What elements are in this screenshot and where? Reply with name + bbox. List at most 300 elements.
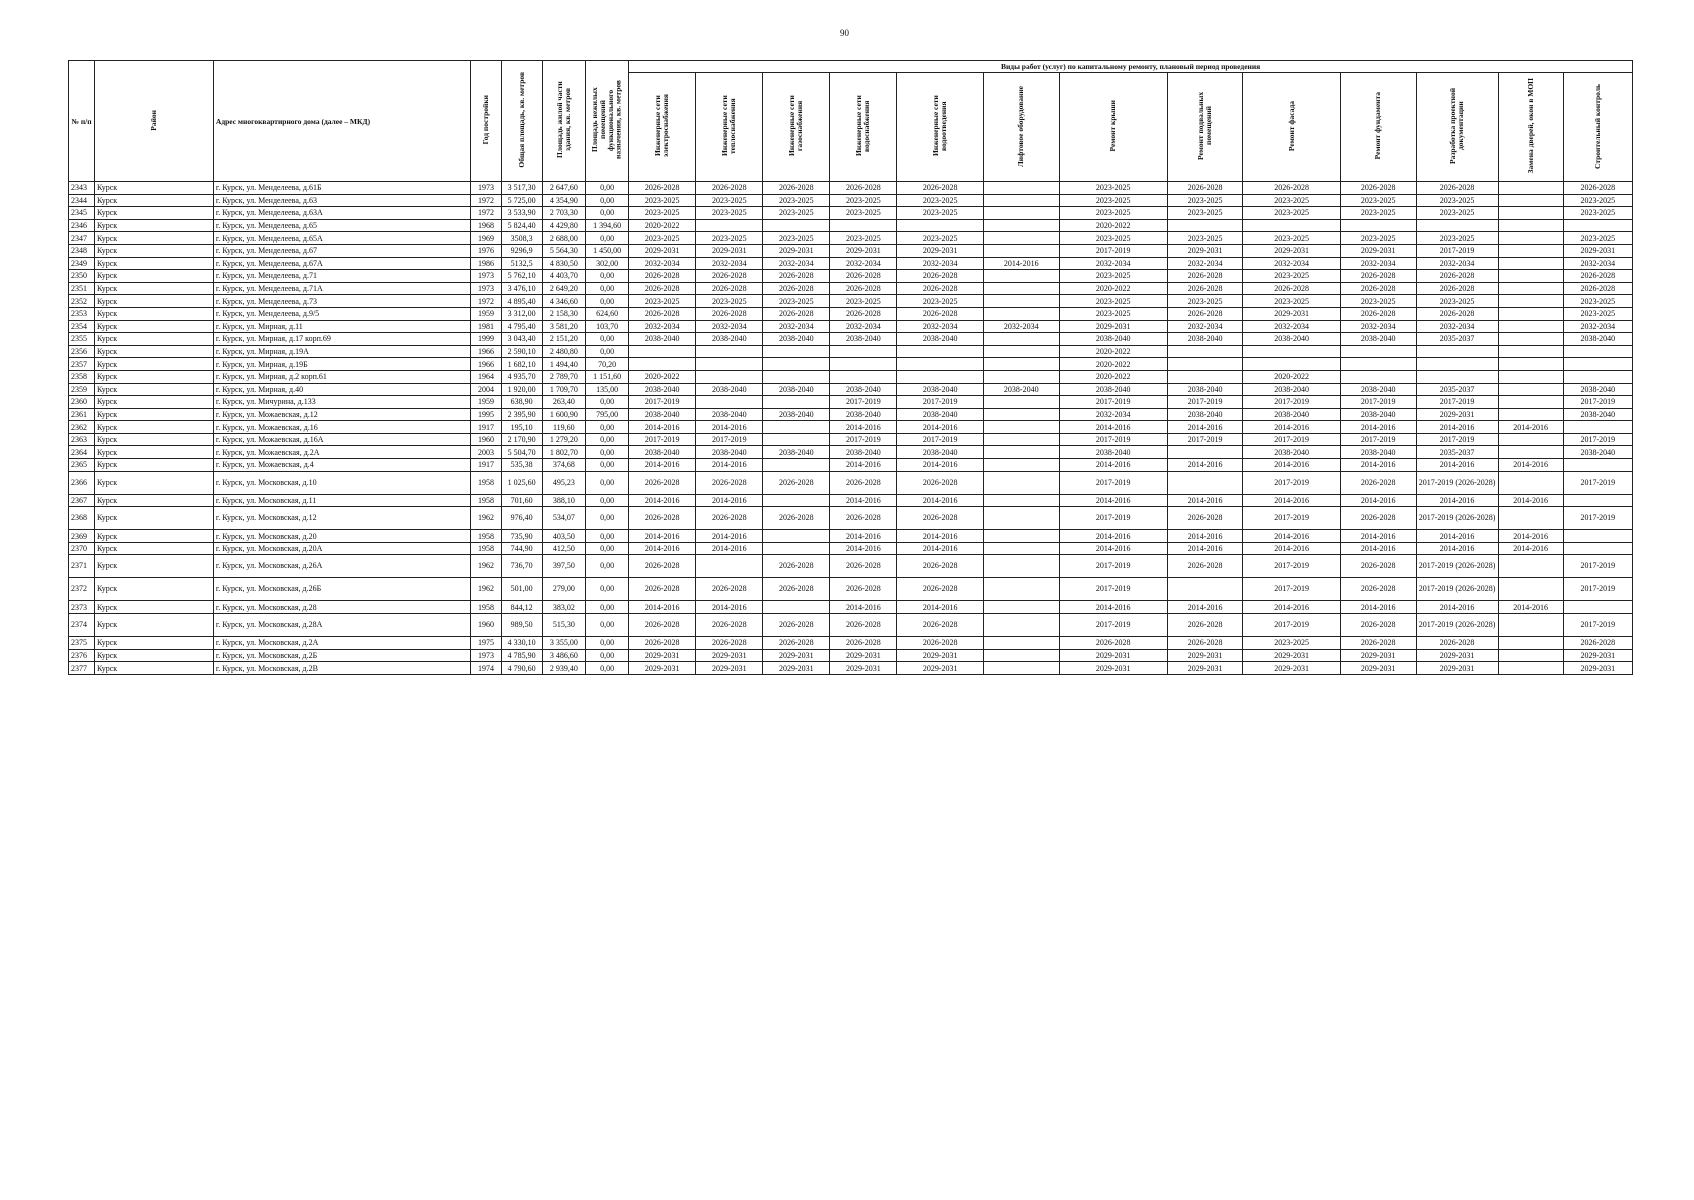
cell-district: Курск <box>94 383 213 396</box>
cell-work-period: 2017-2019 <box>1563 471 1632 494</box>
cell-work-period <box>983 232 1059 245</box>
cell-district: Курск <box>94 471 213 494</box>
cell-work-period: 2014-2016 <box>629 459 696 472</box>
cell-work-period: 2017-2019 (2026-2028) <box>1416 507 1498 530</box>
cell-living-area: 2 688,00 <box>542 232 585 245</box>
cell-work-period: 2023-2025 <box>1167 295 1243 308</box>
cell-work-period: 2023-2025 <box>1243 295 1340 308</box>
cell-work-period: 2014-2016 <box>1498 601 1563 614</box>
cell-work-period: 2014-2016 <box>1498 494 1563 507</box>
cell-num: 2362 <box>69 421 95 434</box>
cell-nonliving-area: 0,00 <box>585 295 628 308</box>
cell-work-period: 2029-2031 <box>1563 244 1632 257</box>
cell-work-period: 2032-2034 <box>1340 257 1416 270</box>
cell-work-period: 2023-2025 <box>1167 232 1243 245</box>
cell-work-period <box>1498 446 1563 459</box>
cell-work-period <box>1563 601 1632 614</box>
cell-work-period: 2020-2022 <box>1243 370 1340 383</box>
cell-work-period <box>983 662 1059 675</box>
cell-work-period: 2017-2019 <box>1563 396 1632 409</box>
cell-district: Курск <box>94 194 213 207</box>
cell-work-period: 2014-2016 <box>1340 542 1416 555</box>
cell-num: 2363 <box>69 433 95 446</box>
cell-work-period: 2029-2031 <box>897 662 984 675</box>
cell-work-period: 2023-2025 <box>897 232 984 245</box>
header-work-label: Инженерные сети водоотведения <box>931 95 949 157</box>
cell-total-area: 3 312,00 <box>501 307 542 320</box>
cell-num: 2366 <box>69 471 95 494</box>
cell-work-period <box>897 345 984 358</box>
cell-nonliving-area: 0,00 <box>585 232 628 245</box>
cell-work-period: 2026-2028 <box>696 637 763 650</box>
cell-work-period: 2026-2028 <box>1340 507 1416 530</box>
cell-work-period: 2026-2028 <box>1340 614 1416 637</box>
cell-work-period: 2014-2016 <box>1059 530 1167 543</box>
cell-work-period: 2014-2016 <box>897 542 984 555</box>
cell-living-area: 2 703,30 <box>542 207 585 220</box>
cell-work-period <box>696 345 763 358</box>
header-work-label: Инженерные сети электроснабжения <box>653 94 671 158</box>
cell-work-period: 2023-2025 <box>696 194 763 207</box>
cell-year: 1959 <box>471 396 501 409</box>
cell-total-area: 735,90 <box>501 530 542 543</box>
cell-work-period: 2023-2025 <box>1167 194 1243 207</box>
capital-repair-table <box>68 60 1633 675</box>
cell-district: Курск <box>94 578 213 601</box>
cell-work-period <box>897 370 984 383</box>
cell-work-period: 2023-2025 <box>763 232 830 245</box>
cell-nonliving-area: 70,20 <box>585 358 628 371</box>
cell-work-period: 2026-2028 <box>763 182 830 195</box>
table-row <box>69 244 1633 257</box>
cell-year: 2004 <box>471 383 501 396</box>
cell-nonliving-area: 0,00 <box>585 433 628 446</box>
cell-work-period: 2017-2019 <box>1059 244 1167 257</box>
cell-num: 2344 <box>69 194 95 207</box>
cell-total-area: 3 476,10 <box>501 282 542 295</box>
header-total-area-label: Общая площадь, кв. метров <box>516 72 526 168</box>
cell-work-period: 2014-2016 <box>830 601 897 614</box>
cell-year: 1973 <box>471 282 501 295</box>
cell-work-period: 2014-2016 <box>1340 459 1416 472</box>
cell-work-period: 2023-2025 <box>696 207 763 220</box>
cell-total-area: 701,60 <box>501 494 542 507</box>
cell-work-period: 2020-2022 <box>1059 345 1167 358</box>
table-header <box>69 61 1633 182</box>
cell-work-period: 2023-2025 <box>897 194 984 207</box>
cell-living-area: 2 158,30 <box>542 307 585 320</box>
cell-work-period: 2014-2016 <box>1243 421 1340 434</box>
cell-address: г. Курск, ул. Менделеева, д.65 <box>213 219 470 232</box>
cell-work-period: 2032-2034 <box>1416 320 1498 333</box>
cell-work-period <box>1498 396 1563 409</box>
cell-work-period: 2023-2025 <box>629 194 696 207</box>
cell-total-area: 3 043,40 <box>501 333 542 346</box>
header-work-label: Ремонт крыши <box>1108 100 1118 152</box>
cell-work-period: 2014-2016 <box>1167 494 1243 507</box>
cell-work-period: 2026-2028 <box>1563 270 1632 283</box>
cell-work-period: 2029-2031 <box>1059 649 1167 662</box>
cell-living-area: 5 564,30 <box>542 244 585 257</box>
cell-work-period: 2014-2016 <box>696 494 763 507</box>
cell-work-period: 2017-2019 <box>1059 396 1167 409</box>
cell-total-area: 4 795,40 <box>501 320 542 333</box>
cell-work-period: 2032-2034 <box>897 320 984 333</box>
cell-nonliving-area: 1 394,60 <box>585 219 628 232</box>
cell-num: 2373 <box>69 601 95 614</box>
cell-district: Курск <box>94 396 213 409</box>
cell-nonliving-area: 0,00 <box>585 333 628 346</box>
cell-work-period: 2038-2040 <box>763 383 830 396</box>
table-row <box>69 383 1633 396</box>
cell-work-period: 2029-2031 <box>1563 662 1632 675</box>
table-row <box>69 182 1633 195</box>
cell-nonliving-area: 0,00 <box>585 578 628 601</box>
cell-address: г. Курск, ул. Московская, д.2Б <box>213 649 470 662</box>
cell-num: 2356 <box>69 345 95 358</box>
cell-work-period: 2026-2028 <box>830 637 897 650</box>
cell-work-period: 2014-2016 <box>1059 421 1167 434</box>
cell-work-period <box>1563 219 1632 232</box>
cell-work-period <box>1167 219 1243 232</box>
cell-work-period <box>1243 345 1340 358</box>
cell-work-period <box>1498 219 1563 232</box>
cell-work-period: 2017-2019 <box>1563 555 1632 578</box>
table-row <box>69 370 1633 383</box>
cell-work-period <box>983 601 1059 614</box>
cell-living-area: 374,68 <box>542 459 585 472</box>
cell-nonliving-area: 302,00 <box>585 257 628 270</box>
cell-work-period: 2026-2028 <box>629 182 696 195</box>
cell-work-period: 2023-2025 <box>1243 637 1340 650</box>
cell-nonliving-area: 0,00 <box>585 345 628 358</box>
cell-work-period: 2026-2028 <box>830 578 897 601</box>
cell-work-period <box>897 219 984 232</box>
table-row <box>69 662 1633 675</box>
cell-work-period: 2038-2040 <box>830 408 897 421</box>
header-work-11 <box>1498 73 1563 182</box>
cell-work-period: 2014-2016 <box>1243 542 1340 555</box>
cell-work-period: 2026-2028 <box>830 270 897 283</box>
cell-work-period: 2029-2031 <box>696 244 763 257</box>
cell-work-period: 2014-2016 <box>897 421 984 434</box>
table-row <box>69 307 1633 320</box>
cell-work-period: 2038-2040 <box>696 408 763 421</box>
cell-work-period: 2026-2028 <box>830 471 897 494</box>
cell-work-period: 2014-2016 <box>1416 459 1498 472</box>
header-living-area <box>542 61 585 182</box>
cell-work-period: 2014-2016 <box>830 530 897 543</box>
cell-nonliving-area: 0,00 <box>585 396 628 409</box>
cell-work-period: 2026-2028 <box>1340 182 1416 195</box>
cell-work-period: 2029-2031 <box>1340 649 1416 662</box>
cell-work-period <box>983 370 1059 383</box>
cell-work-period: 2032-2034 <box>1243 257 1340 270</box>
cell-district: Курск <box>94 345 213 358</box>
cell-work-period <box>1563 459 1632 472</box>
cell-num: 2374 <box>69 614 95 637</box>
cell-district: Курск <box>94 649 213 662</box>
cell-total-area: 4 785,90 <box>501 649 542 662</box>
cell-total-area: 976,40 <box>501 507 542 530</box>
cell-work-period: 2026-2028 <box>1340 555 1416 578</box>
cell-year: 2003 <box>471 446 501 459</box>
cell-num: 2360 <box>69 396 95 409</box>
cell-work-period: 2032-2034 <box>1059 257 1167 270</box>
cell-work-period: 2017-2019 <box>830 433 897 446</box>
cell-year: 1974 <box>471 662 501 675</box>
table-row <box>69 396 1633 409</box>
cell-year: 1962 <box>471 555 501 578</box>
cell-work-period: 2017-2019 <box>1243 578 1340 601</box>
cell-work-period: 2023-2025 <box>830 295 897 308</box>
cell-work-period: 2029-2031 <box>1167 244 1243 257</box>
cell-num: 2359 <box>69 383 95 396</box>
cell-work-period: 2035-2037 <box>1416 446 1498 459</box>
cell-year: 1917 <box>471 421 501 434</box>
cell-work-period: 2026-2028 <box>629 555 696 578</box>
cell-work-period: 2029-2031 <box>1416 649 1498 662</box>
cell-work-period: 2026-2028 <box>1340 578 1416 601</box>
cell-work-period: 2029-2031 <box>763 662 830 675</box>
cell-work-period <box>1498 182 1563 195</box>
cell-work-period <box>1416 358 1498 371</box>
cell-total-area: 1 920,00 <box>501 383 542 396</box>
cell-work-period: 2014-2016 <box>897 601 984 614</box>
cell-work-period: 2017-2019 <box>1563 433 1632 446</box>
cell-work-period: 2023-2025 <box>1340 207 1416 220</box>
cell-work-period: 2032-2034 <box>897 257 984 270</box>
cell-district: Курск <box>94 530 213 543</box>
cell-num: 2347 <box>69 232 95 245</box>
cell-work-period: 2038-2040 <box>1563 446 1632 459</box>
cell-work-period: 2023-2025 <box>629 232 696 245</box>
cell-total-area: 1 025,60 <box>501 471 542 494</box>
cell-work-period: 2038-2040 <box>763 446 830 459</box>
cell-work-period: 2014-2016 <box>830 421 897 434</box>
table-row <box>69 207 1633 220</box>
cell-work-period: 2017-2019 <box>1340 396 1416 409</box>
header-living-area-label: Площадь жилой части здания, кв. метров <box>554 81 572 159</box>
cell-address: г. Курск, ул. Менделеева, д.73 <box>213 295 470 308</box>
cell-address: г. Курск, ул. Мирная, д.19Б <box>213 358 470 371</box>
cell-work-period <box>696 219 763 232</box>
cell-work-period: 2017-2019 <box>1059 433 1167 446</box>
cell-address: г. Курск, ул. Московская, д.2А <box>213 637 470 650</box>
header-work-label: Лифтовое оборудование <box>1016 85 1026 167</box>
cell-work-period: 2029-2031 <box>629 662 696 675</box>
cell-work-period <box>983 433 1059 446</box>
cell-work-period <box>1498 662 1563 675</box>
cell-work-period: 2032-2034 <box>696 320 763 333</box>
cell-work-period <box>1563 530 1632 543</box>
cell-work-period: 2038-2040 <box>1243 408 1340 421</box>
cell-district: Курск <box>94 282 213 295</box>
cell-living-area: 2 649,20 <box>542 282 585 295</box>
cell-address: г. Курск, ул. Менделеева, д.71 <box>213 270 470 283</box>
cell-work-period <box>983 396 1059 409</box>
cell-work-period: 2017-2019 <box>1059 614 1167 637</box>
cell-total-area: 2 395,90 <box>501 408 542 421</box>
cell-nonliving-area: 0,00 <box>585 182 628 195</box>
table-row <box>69 649 1633 662</box>
cell-work-period: 2026-2028 <box>897 637 984 650</box>
cell-work-period: 2038-2040 <box>897 408 984 421</box>
cell-year: 1959 <box>471 307 501 320</box>
cell-address: г. Курск, ул. Мирная, д.11 <box>213 320 470 333</box>
cell-num: 2354 <box>69 320 95 333</box>
cell-work-period: 2017-2019 <box>1563 507 1632 530</box>
cell-work-period: 2038-2040 <box>1243 333 1340 346</box>
cell-living-area: 3 581,20 <box>542 320 585 333</box>
cell-work-period: 2023-2025 <box>1563 295 1632 308</box>
cell-work-period <box>1498 194 1563 207</box>
cell-work-period: 2023-2025 <box>763 295 830 308</box>
cell-work-period: 2026-2028 <box>763 507 830 530</box>
cell-district: Курск <box>94 494 213 507</box>
cell-work-period: 2032-2034 <box>629 320 696 333</box>
header-work-label: Ремонт фасада <box>1286 100 1296 152</box>
header-work-label: Ремонт фундамента <box>1373 92 1383 160</box>
cell-work-period: 2026-2028 <box>897 555 984 578</box>
cell-year: 1962 <box>471 578 501 601</box>
cell-work-period: 2038-2040 <box>897 446 984 459</box>
cell-nonliving-area: 0,00 <box>585 194 628 207</box>
cell-district: Курск <box>94 358 213 371</box>
cell-work-period: 2023-2025 <box>1563 207 1632 220</box>
table-row <box>69 446 1633 459</box>
cell-work-period <box>983 507 1059 530</box>
cell-work-period <box>1416 370 1498 383</box>
cell-work-period: 2032-2034 <box>1416 257 1498 270</box>
cell-work-period: 2032-2034 <box>763 257 830 270</box>
cell-work-period: 2026-2028 <box>1563 182 1632 195</box>
cell-year: 1917 <box>471 459 501 472</box>
cell-work-period: 2026-2028 <box>629 270 696 283</box>
cell-work-period: 2026-2028 <box>629 471 696 494</box>
cell-district: Курск <box>94 507 213 530</box>
cell-work-period: 2029-2031 <box>1243 649 1340 662</box>
cell-work-period <box>1563 421 1632 434</box>
cell-work-period: 2029-2031 <box>830 662 897 675</box>
cell-work-period <box>1167 471 1243 494</box>
cell-work-period: 2038-2040 <box>629 383 696 396</box>
cell-work-period: 2026-2028 <box>696 270 763 283</box>
cell-nonliving-area: 0,00 <box>585 494 628 507</box>
cell-work-period: 2029-2031 <box>1340 244 1416 257</box>
cell-work-period <box>1167 446 1243 459</box>
cell-year: 1973 <box>471 649 501 662</box>
cell-work-period: 2017-2019 <box>897 396 984 409</box>
cell-nonliving-area: 0,00 <box>585 446 628 459</box>
cell-work-period: 2026-2028 <box>1167 614 1243 637</box>
cell-living-area: 412,50 <box>542 542 585 555</box>
cell-address: г. Курск, ул. Менделеева, д.67А <box>213 257 470 270</box>
cell-work-period <box>983 219 1059 232</box>
cell-total-area: 638,90 <box>501 396 542 409</box>
cell-work-period: 2038-2040 <box>830 383 897 396</box>
table-row <box>69 232 1633 245</box>
cell-year: 1960 <box>471 433 501 446</box>
cell-year: 1966 <box>471 345 501 358</box>
cell-num: 2369 <box>69 530 95 543</box>
cell-work-period: 2023-2025 <box>1167 207 1243 220</box>
table-body <box>69 182 1633 675</box>
header-work-5 <box>983 73 1059 182</box>
cell-work-period: 2020-2022 <box>1059 219 1167 232</box>
cell-work-period: 2038-2040 <box>696 383 763 396</box>
cell-work-period <box>983 333 1059 346</box>
cell-work-period: 2029-2031 <box>897 649 984 662</box>
cell-work-period: 2026-2028 <box>897 270 984 283</box>
cell-work-period: 2023-2025 <box>1059 307 1167 320</box>
cell-work-period: 2014-2016 <box>830 494 897 507</box>
cell-work-period <box>1498 345 1563 358</box>
cell-work-period: 2023-2025 <box>1416 232 1498 245</box>
cell-work-period: 2023-2025 <box>1243 270 1340 283</box>
header-work-7 <box>1167 73 1243 182</box>
cell-work-period: 2026-2028 <box>1167 555 1243 578</box>
cell-work-period <box>830 358 897 371</box>
cell-work-period: 2014-2016 <box>1340 601 1416 614</box>
cell-address: г. Курск, ул. Московская, д.28А <box>213 614 470 637</box>
cell-work-period: 2017-2019 <box>897 433 984 446</box>
cell-work-period: 2026-2028 <box>830 307 897 320</box>
cell-work-period: 2014-2016 <box>1498 459 1563 472</box>
cell-nonliving-area: 0,00 <box>585 649 628 662</box>
table-row <box>69 295 1633 308</box>
cell-nonliving-area: 1 450,00 <box>585 244 628 257</box>
cell-total-area: 4 330,10 <box>501 637 542 650</box>
cell-work-period: 2038-2040 <box>1059 446 1167 459</box>
cell-work-period: 2026-2028 <box>1416 307 1498 320</box>
cell-work-period: 2023-2025 <box>696 232 763 245</box>
cell-work-period: 2029-2031 <box>1167 649 1243 662</box>
cell-work-period: 2038-2040 <box>1340 408 1416 421</box>
cell-work-period: 2029-2031 <box>763 244 830 257</box>
cell-work-period: 2014-2016 <box>983 257 1059 270</box>
table-row <box>69 320 1633 333</box>
cell-work-period: 2026-2028 <box>1563 282 1632 295</box>
cell-work-period: 2026-2028 <box>897 578 984 601</box>
cell-work-period <box>1498 370 1563 383</box>
cell-work-period <box>1340 358 1416 371</box>
cell-year: 1962 <box>471 507 501 530</box>
cell-work-period: 2026-2028 <box>897 507 984 530</box>
cell-district: Курск <box>94 555 213 578</box>
cell-address: г. Курск, ул. Московская, д.26Б <box>213 578 470 601</box>
cell-work-period: 2038-2040 <box>763 408 830 421</box>
cell-total-area: 3508,3 <box>501 232 542 245</box>
cell-work-period: 2014-2016 <box>1243 601 1340 614</box>
cell-year: 1999 <box>471 333 501 346</box>
cell-num: 2345 <box>69 207 95 220</box>
cell-district: Курск <box>94 270 213 283</box>
cell-work-period <box>983 446 1059 459</box>
cell-work-period: 2014-2016 <box>1416 530 1498 543</box>
cell-work-period: 2038-2040 <box>1563 408 1632 421</box>
cell-total-area: 5 762,10 <box>501 270 542 283</box>
cell-total-area: 989,50 <box>501 614 542 637</box>
cell-work-period: 2026-2028 <box>1167 507 1243 530</box>
cell-num: 2357 <box>69 358 95 371</box>
cell-work-period: 2026-2028 <box>1340 282 1416 295</box>
cell-living-area: 4 346,60 <box>542 295 585 308</box>
cell-address: г. Курск, ул. Мирная, д.40 <box>213 383 470 396</box>
cell-work-period: 2026-2028 <box>897 614 984 637</box>
cell-work-period: 2014-2016 <box>1059 601 1167 614</box>
cell-nonliving-area: 0,00 <box>585 507 628 530</box>
